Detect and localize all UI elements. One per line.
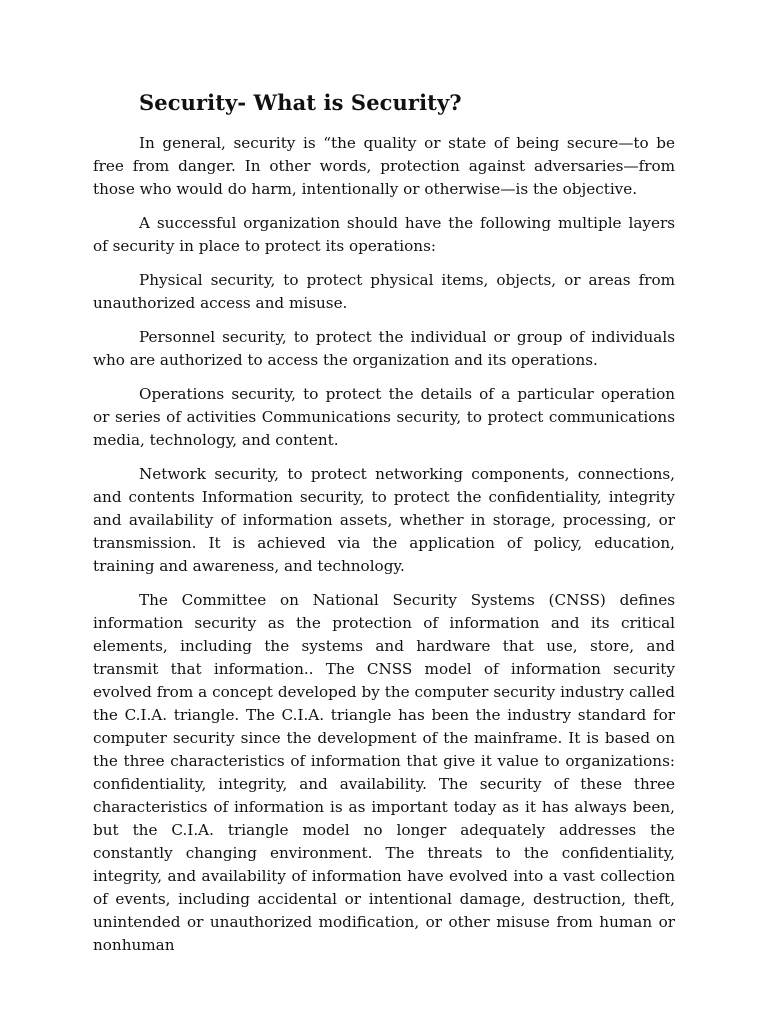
page-title: Security- What is Security? [139, 90, 462, 115]
paragraph-network-security: Network security, to protect networking components, connections, and contents Information security, to protect the confidentiality, integrity and availability of information assets, whether in storage, processing, or transmission. It is achieved via the application of policy, education, training and awareness, and technology. [93, 465, 675, 575]
paragraph-physical-security: Physical security, to protect physical items, objects, or areas from unauthorized access and misuse. [93, 271, 675, 312]
paragraph-operations-security: Operations security, to protect the details of a particular operation or series of activities Communications security, to protect communications media, technology, and content. [93, 385, 675, 449]
paragraph-security-layers-intro: A successful organization should have the following multiple layers of security in place to protect its operations: [93, 214, 675, 255]
paragraph-personnel-security: Personnel security, to protect the individual or group of individuals who are authorized to access the organization and its operations. [93, 328, 675, 369]
paragraph-cnss-cia-triangle: The Committee on National Security Systems (CNSS) defines information security as the protection of information and its critical elements, including the systems and hardware that use, store, and transmit that information.. The CNSS model of information security evolved from a concept developed by the computer security industry called the C.I.A. triangle. The C.I.A. triangle has been the industry standard for computer security since the development of the mainframe. It is based on the three characteristics of information that give it value to organizations: confidentiality, integrity, and availability. The security of these three characteristics of information is as important today as it has always been, but the C.I.A. triangle model no longer adequately addresses the constantly changing environment. The threats to the confidentiality, integrity, and availability of information have evolved into a vast collection of events, including accidental or intentional damage, destruction, theft, unintended or unauthorized modification, or other misuse from human or nonhuman [93, 591, 675, 954]
document-body [93, 88, 675, 968]
paragraph-definition: In general, security is “the quality or state of being secure—to be free from danger. In other words, protection against adversaries—from those who would do harm, intentionally or otherwise—is the objective. [93, 134, 675, 198]
